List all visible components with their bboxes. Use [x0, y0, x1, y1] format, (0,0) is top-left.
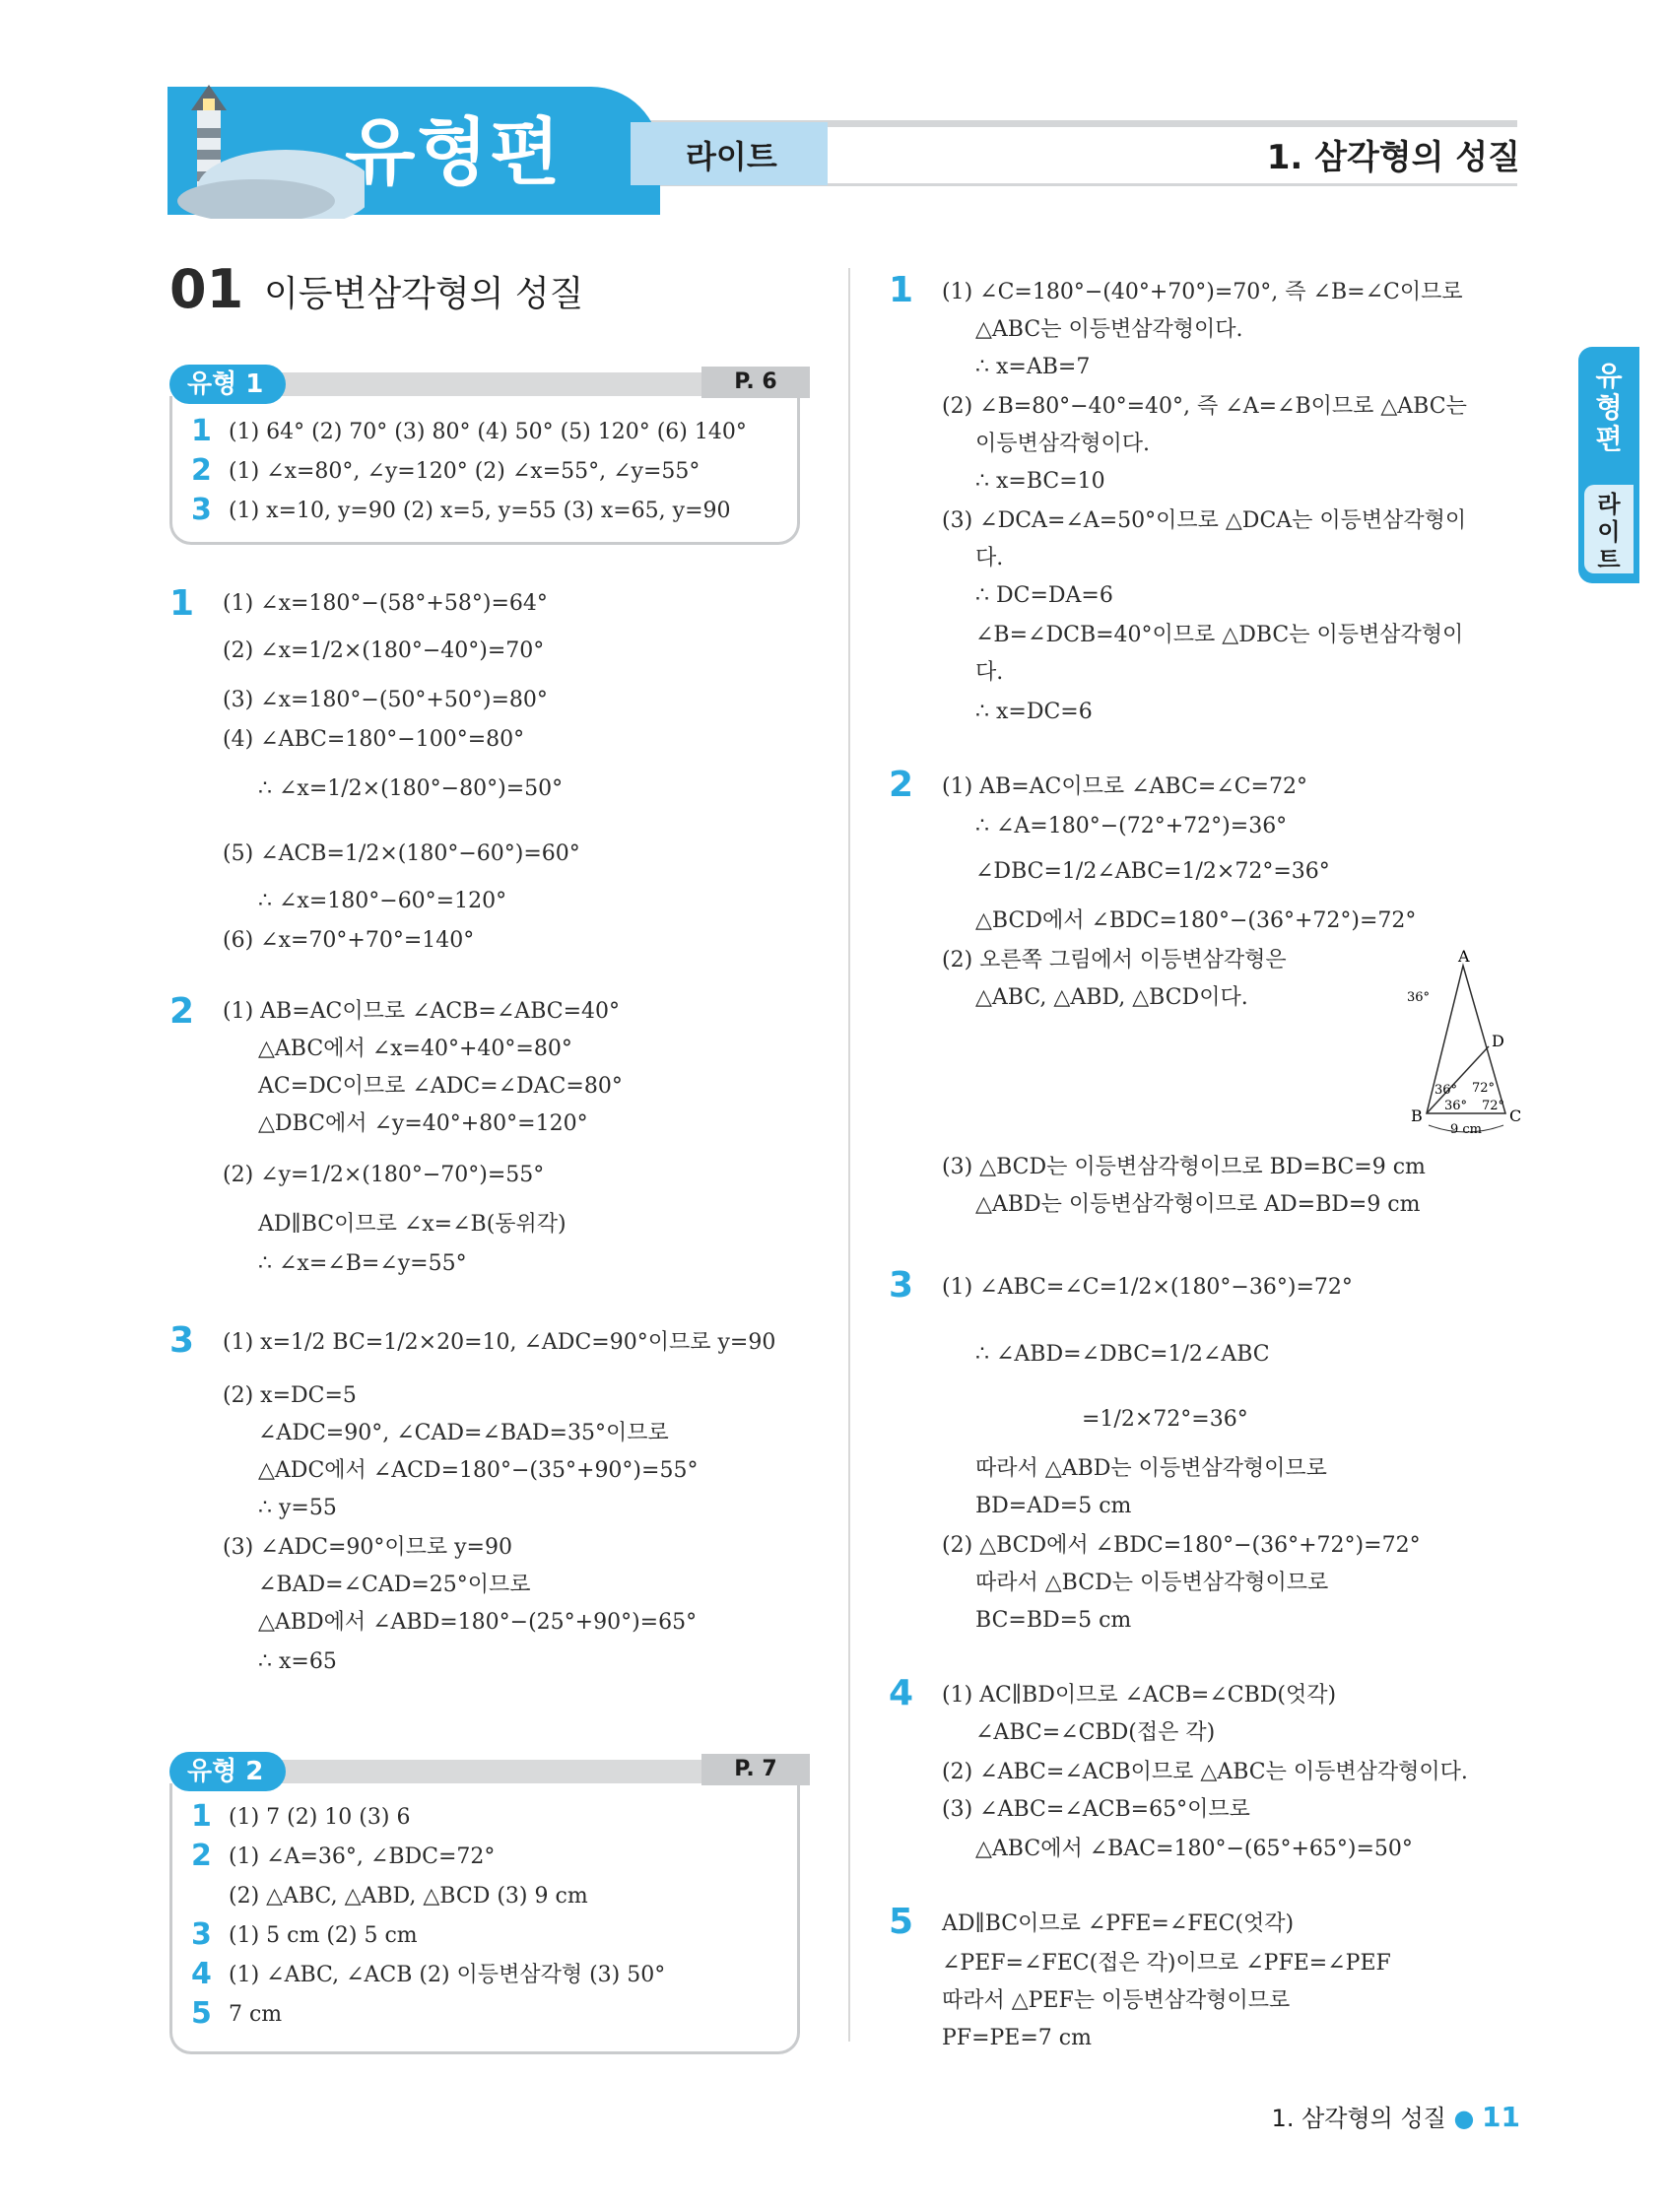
label-angle-a: 36°	[1407, 990, 1431, 1005]
type2-answer-text: (1) 7 (2) 10 (3) 6	[229, 1805, 411, 1830]
solution-line: 다.	[975, 660, 1004, 685]
solution-line: (3) ∠x=180°−(50°+50°)=80°	[223, 688, 548, 712]
label-angle-d: 72°	[1472, 1081, 1496, 1096]
solution-line: (5) ∠ACB=1/2×(180°−60°)=60°	[223, 841, 580, 866]
label-a: A	[1458, 950, 1470, 966]
solution-line: (2) ∠y=1/2×(180°−70°)=55°	[223, 1163, 545, 1187]
solution-line: PF=PE=7 cm	[942, 2026, 1092, 2050]
solution-line: ∴ ∠x=∠B=∠y=55°	[258, 1251, 467, 1276]
type2-answer-text: (2) △ABC, △ABD, △BCD (3) 9 cm	[229, 1884, 588, 1909]
solution-line: △ABC, △ABD, △BCD이다.	[975, 985, 1248, 1010]
type1-answer-num: 1	[191, 414, 212, 448]
solution-num: 5	[889, 1902, 914, 1942]
type2-answer-text: (1) ∠ABC, ∠ACB (2) 이등변삼각형 (3) 50°	[229, 1963, 666, 1987]
solution-line: ∴ DC=DA=6	[975, 583, 1113, 608]
type2-answer-text: (1) 5 cm (2) 5 cm	[229, 1923, 418, 1948]
type2-answer-num: 5	[191, 1996, 212, 2031]
solution-line: ∠ABC=∠CBD(접은 각)	[975, 1720, 1216, 1745]
solution-line: BC=BD=5 cm	[975, 1608, 1132, 1633]
label-base: 9 cm	[1450, 1122, 1483, 1137]
side-tab-bottom: 라 이 트	[1584, 485, 1634, 573]
type2-answer-num: 4	[191, 1957, 212, 1991]
solution-line: (6) ∠x=70°+70°=140°	[223, 928, 475, 953]
solution-line: (3) ∠ADC=90°이므로 y=90	[223, 1535, 512, 1560]
solution-line: (1) AB=AC이므로 ∠ABC=∠C=72°	[942, 774, 1307, 799]
type2-page: P. 7	[701, 1754, 810, 1785]
solution-line: ∴ ∠ABD=∠DBC=1/2∠ABC	[975, 1342, 1270, 1367]
solution-line: (3) △BCD는 이등변삼각형이므로 BD=BC=9 cm	[942, 1155, 1426, 1179]
type1-answer-text: (1) 64° (2) 70° (3) 80° (4) 50° (5) 120° (6) 140°	[229, 420, 747, 444]
solution-line: ∠BAD=∠CAD=25°이므로	[258, 1573, 531, 1597]
type1-label: 유형 1	[169, 365, 286, 404]
label-b: B	[1411, 1106, 1423, 1125]
solution-line: ∴ ∠A=180°−(72°+72°)=36°	[975, 814, 1288, 838]
solution-line: ∴ y=55	[258, 1496, 337, 1520]
solution-line: (2) ∠ABC=∠ACB이므로 △ABC는 이등변삼각형이다.	[942, 1760, 1468, 1784]
solution-num: 1	[169, 583, 195, 624]
solution-line: AD∥BC이므로 ∠x=∠B(동위각)	[258, 1212, 567, 1237]
type1-answer-text: (1) x=10, y=90 (2) x=5, y=55 (3) x=65, y=90	[229, 499, 731, 523]
type1-answer-text: (1) ∠x=80°, ∠y=120° (2) ∠x=55°, ∠y=55°	[229, 459, 701, 484]
solution-num: 3	[889, 1265, 914, 1306]
type2-answer-text: 7 cm	[229, 2002, 283, 2027]
solution-line: ∴ x=65	[258, 1649, 337, 1674]
solution-line: 따라서 △ABD는 이등변삼각형이므로	[975, 1456, 1327, 1481]
solution-line: (2) ∠x=1/2×(180°−40°)=70°	[223, 638, 545, 663]
solution-line: △BCD에서 ∠BDC=180°−(36°+72°)=72°	[975, 908, 1417, 933]
solution-line: (3) ∠ABC=∠ACB=65°이므로	[942, 1797, 1250, 1822]
solution-line: ∴ ∠x=180°−60°=120°	[258, 889, 507, 913]
label-d: D	[1492, 1032, 1504, 1050]
label-c: C	[1509, 1106, 1522, 1125]
type2-answer-num: 2	[191, 1839, 212, 1873]
solution-num: 2	[889, 765, 914, 805]
solution-line: ∴ x=AB=7	[975, 355, 1091, 379]
solution-line: (2) x=DC=5	[223, 1383, 357, 1408]
solution-line: =1/2×72°=36°	[1082, 1407, 1248, 1432]
solution-line: △ADC에서 ∠ACD=180°−(35°+90°)=55°	[258, 1458, 699, 1483]
solution-line: (4) ∠ABC=180°−100°=80°	[223, 727, 525, 752]
solution-line: ∠B=∠DCB=40°이므로 △DBC는 이등변삼각형이	[975, 623, 1464, 647]
solution-num: 3	[169, 1320, 195, 1361]
level-label: 라이트	[686, 138, 777, 175]
solution-line: (2) ∠B=80°−40°=40°, 즉 ∠A=∠B이므로 △ABC는	[942, 394, 1467, 419]
label-angle-b1: 36°	[1434, 1083, 1458, 1098]
solution-line: AD∥BC이므로 ∠PFE=∠FEC(엇각)	[942, 1911, 1295, 1936]
type1-answer-num: 3	[191, 493, 212, 527]
solution-line: △ABD에서 ∠ABD=180°−(25°+90°)=65°	[258, 1610, 698, 1635]
type2-answer-text: (1) ∠A=36°, ∠BDC=72°	[229, 1844, 496, 1869]
solution-line: ∠DBC=1/2∠ABC=1/2×72°=36°	[975, 859, 1330, 884]
solution-num: 2	[169, 991, 195, 1032]
solution-num: 1	[889, 270, 914, 310]
solution-line: AC=DC이므로 ∠ADC=∠DAC=80°	[258, 1074, 623, 1099]
page-footer	[1272, 2099, 1520, 2133]
solution-line: (3) ∠DCA=∠A=50°이므로 △DCA는 이등변삼각형이	[942, 508, 1467, 533]
lighthouse-icon	[167, 71, 365, 219]
side-tab-top: 유 형 편	[1595, 360, 1623, 455]
type1-page: P. 6	[701, 367, 810, 398]
level-tab	[631, 122, 828, 185]
solution-num: 4	[889, 1673, 914, 1713]
solution-line: (2) 오른쪽 그림에서 이등변삼각형은	[942, 948, 1287, 972]
solution-line: △ABC에서 ∠x=40°+40°=80°	[258, 1037, 572, 1061]
solution-line: 따라서 △PEF는 이등변삼각형이므로	[942, 1988, 1291, 2013]
column-divider	[848, 268, 850, 2042]
solution-line: (2) △BCD에서 ∠BDC=180°−(36°+72°)=72°	[942, 1533, 1421, 1558]
type2-answer-num: 1	[191, 1799, 212, 1834]
solution-line: ∠ADC=90°, ∠CAD=∠BAD=35°이므로	[258, 1421, 669, 1445]
solution-line: △ABC에서 ∠BAC=180°−(65°+65°)=50°	[975, 1837, 1413, 1861]
solution-line: 다.	[975, 546, 1004, 570]
label-angle-c: 72°	[1482, 1099, 1505, 1113]
footer-dot: ●	[1453, 2105, 1483, 2132]
type1-answer-num: 2	[191, 453, 212, 488]
solution-line: ∴ x=BC=10	[975, 469, 1105, 494]
solution-line: (1) AC∥BD이므로 ∠ACB=∠CBD(엇각)	[942, 1683, 1337, 1708]
section-title: 이등변삼각형의 성질	[264, 274, 584, 314]
header-title: 유형편	[345, 110, 563, 195]
solution-line: 이등변삼각형이다.	[975, 432, 1151, 456]
side-tab	[1578, 347, 1639, 583]
label-angle-b2: 36°	[1444, 1099, 1468, 1113]
solution-line: BD=AD=5 cm	[975, 1494, 1132, 1518]
solution-line: (1) AB=AC이므로 ∠ACB=∠ABC=40°	[223, 999, 621, 1024]
solution-line: (1) ∠x=180°−(58°+58°)=64°	[223, 591, 548, 616]
solution-line: 따라서 △BCD는 이등변삼각형이므로	[975, 1571, 1329, 1595]
solution-line: ∠PEF=∠FEC(접은 각)이므로 ∠PFE=∠PEF	[942, 1951, 1391, 1976]
solution-line: (1) x=1/2 BC=1/2×20=10, ∠ADC=90°이므로 y=90	[223, 1330, 776, 1355]
triangle-figure	[1389, 950, 1537, 1137]
solution-line: ∴ x=DC=6	[975, 700, 1093, 724]
solution-line: (1) ∠ABC=∠C=1/2×(180°−36°)=72°	[942, 1275, 1353, 1300]
solution-line: △DBC에서 ∠y=40°+80°=120°	[258, 1111, 588, 1136]
chapter-title: 1. 삼각형의 성질	[1266, 138, 1520, 177]
solution-line: △ABD는 이등변삼각형이므로 AD=BD=9 cm	[975, 1192, 1421, 1217]
type2-label: 유형 2	[169, 1752, 286, 1791]
footer-chapter: 1. 삼각형의 성질	[1271, 2105, 1446, 2132]
solution-line: (1) ∠C=180°−(40°+70°)=70°, 즉 ∠B=∠C이므로	[942, 280, 1463, 304]
page-number: 11	[1482, 2101, 1520, 2133]
section-number: 01	[169, 258, 244, 320]
solution-line: △ABC는 이등변삼각형이다.	[975, 317, 1243, 342]
type2-answer-num: 3	[191, 1917, 212, 1952]
solution-line: ∴ ∠x=1/2×(180°−80°)=50°	[258, 776, 564, 801]
